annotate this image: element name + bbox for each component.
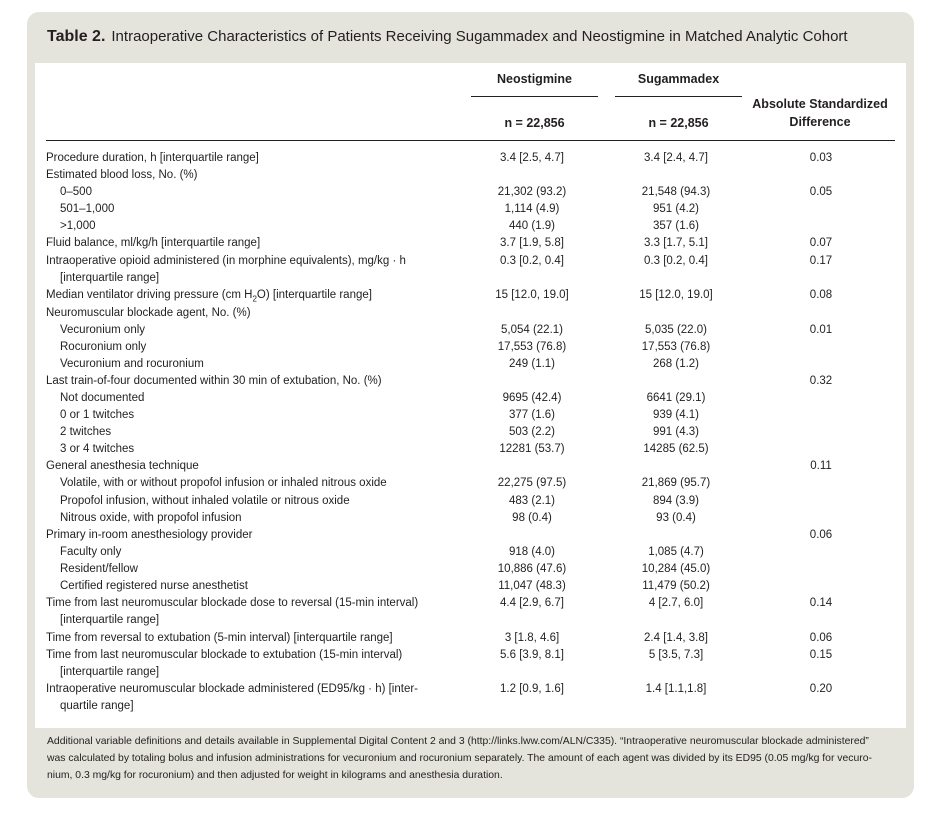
- cell-sugammadex: 4 [2.7, 6.0]: [648, 597, 704, 609]
- row-label: 0 or 1 twitches: [60, 409, 135, 421]
- table-caption: Intraoperative Characteristics of Patients Receiving Sugammadex and Neostigmine in Matched Analytic Cohort: [111, 28, 848, 45]
- table-row: [46, 698, 906, 715]
- cell-sugammadex: 10,284 (45.0): [641, 563, 711, 575]
- cell-sugammadex: 951 (4.2): [652, 203, 700, 215]
- cell-neostigmine: 15 [12.0, 19.0]: [495, 289, 569, 301]
- cell-asd: 0.15: [809, 649, 833, 661]
- cell-neostigmine: 249 (1.1): [508, 358, 556, 370]
- cell-neostigmine: 503 (2.2): [508, 426, 556, 438]
- header-asd-line1: Absolute Standardized: [752, 97, 888, 111]
- cell-neostigmine: 17,553 (76.8): [497, 341, 567, 353]
- cell-asd: 0.07: [809, 237, 833, 249]
- row-label: Estimated blood loss, No. (%): [46, 169, 198, 181]
- row-label: General anesthesia technique: [46, 460, 199, 472]
- cell-sugammadex: 1,085 (4.7): [648, 546, 704, 558]
- cell-sugammadex: 357 (1.6): [652, 220, 700, 232]
- table-row: [46, 612, 906, 629]
- table-row: [46, 322, 906, 339]
- row-label: Not documented: [60, 392, 145, 404]
- row-label: 0–500: [60, 186, 92, 198]
- table-row: [46, 475, 906, 492]
- header-sugammadex-n: n = 22,856: [648, 116, 709, 130]
- table-row: [46, 218, 906, 235]
- cell-neostigmine: 3.4 [2.5, 4.7]: [500, 152, 564, 164]
- row-label: Rocuronium only: [60, 341, 147, 353]
- cell-sugammadex: 1.4 [1.1,1.8]: [645, 683, 707, 695]
- footnote-line: Additional variable definitions and details available in Supplemental Digital Content 2 and 3 (http://links.lww.com/ALN/C335). “Intraoperative neuromuscular blockade administered”: [47, 736, 869, 747]
- table-row: [46, 167, 906, 184]
- row-label: Time from last neuromuscular blockade to extubation (15-min interval): [46, 649, 403, 661]
- cell-asd: 0.14: [809, 597, 833, 609]
- cell-asd: 0.08: [809, 289, 833, 301]
- cell-neostigmine: 3 [1.8, 4.6]: [504, 632, 560, 644]
- cell-sugammadex: 15 [12.0, 19.0]: [639, 289, 713, 301]
- table-row: [46, 339, 906, 356]
- cell-neostigmine: 918 (4.0): [508, 546, 556, 558]
- table-row: [46, 235, 906, 252]
- row-label: Certified registered nurse anesthetist: [60, 580, 248, 592]
- cell-sugammadex: 17,553 (76.8): [641, 341, 711, 353]
- table-row: [46, 373, 906, 390]
- cell-neostigmine: 10,886 (47.6): [497, 563, 567, 575]
- cell-sugammadex: 894 (3.9): [652, 495, 700, 507]
- table-row: [46, 424, 906, 441]
- table-footnote: [47, 733, 900, 784]
- row-label: 2 twitches: [60, 426, 112, 438]
- cell-neostigmine: 11,047 (48.3): [498, 580, 566, 592]
- cell-asd: 0.06: [809, 632, 833, 644]
- cell-asd: 0.20: [809, 683, 833, 695]
- cell-sugammadex: 0.3 [0.2, 0.4]: [644, 255, 708, 267]
- cell-asd: 0.06: [809, 529, 833, 541]
- cell-sugammadex: 5,035 (22.0): [644, 324, 707, 336]
- cell-neostigmine: 98 (0.4): [512, 512, 552, 524]
- cell-sugammadex: 21,548 (94.3): [641, 186, 711, 198]
- header-neostigmine: Neostigmine: [496, 72, 572, 86]
- cell-neostigmine: 440 (1.9): [508, 220, 556, 232]
- row-label: >1,000: [60, 220, 96, 232]
- table-row: [46, 458, 906, 475]
- row-label: Time from reversal to extubation (5-min interval) [interquartile range]: [46, 632, 393, 644]
- row-label: 501–1,000: [60, 203, 115, 215]
- row-label: quartile range]: [60, 700, 134, 712]
- cell-sugammadex: 21,869 (95.7): [641, 477, 711, 489]
- table-row: [46, 390, 906, 407]
- row-label: Vecuronium only: [60, 324, 146, 336]
- cell-asd: 0.32: [809, 375, 833, 387]
- table-row: [46, 305, 906, 322]
- header-sugammadex-rule: [615, 96, 742, 97]
- table-label: Table 2.: [47, 28, 106, 45]
- row-label: Faculty only: [60, 546, 122, 558]
- row-label: [interquartile range]: [60, 666, 160, 678]
- row-label: Nitrous oxide, with propofol infusion: [60, 512, 242, 524]
- cell-neostigmine: 4.4 [2.9, 6.7]: [500, 597, 564, 609]
- table-row: [46, 527, 906, 544]
- footnote-line: nium, 0.3 mg/kg for rocuronium) and then adjusted for weight in kilograms and anesthesia duration.: [47, 770, 503, 781]
- row-label-post: O) [interquartile range]: [256, 289, 372, 301]
- row-label-pre: Median ventilator driving pressure (cm H: [46, 289, 253, 301]
- cell-sugammadex: 6641 (29.1): [646, 392, 706, 404]
- table-row: [46, 407, 906, 424]
- table-row: [46, 544, 906, 561]
- row-label: Procedure duration, h [interquartile range]: [46, 152, 259, 164]
- cell-neostigmine: 1,114 (4.9): [504, 203, 560, 215]
- cell-neostigmine: 12281 (53.7): [499, 443, 565, 455]
- table-row: [46, 647, 906, 664]
- table-row: [46, 356, 906, 373]
- cell-sugammadex: 5 [3.5, 7.3]: [648, 649, 704, 661]
- table-row: [46, 510, 906, 527]
- row-label: 3 or 4 twitches: [60, 443, 135, 455]
- table-title: [47, 28, 848, 46]
- cell-asd: 0.03: [809, 152, 833, 164]
- row-label: [interquartile range]: [60, 614, 160, 626]
- footnote-line: was calculated by totaling bolus and infusion administrations for vecuronium and rocuronium separately. The amount of each agent was divided by its ED95 (0.05 mg/kg for vecuro-: [47, 753, 872, 764]
- table-row: [46, 270, 906, 287]
- cell-asd: 0.11: [810, 460, 832, 472]
- cell-sugammadex: 11,479 (50.2): [642, 580, 710, 592]
- cell-sugammadex: 939 (4.1): [652, 409, 700, 421]
- cell-neostigmine: 3.7 [1.9, 5.8]: [500, 237, 564, 249]
- row-label: Neuromuscular blockade agent, No. (%): [46, 307, 251, 319]
- table-row: [46, 595, 906, 612]
- header-sugammadex: Sugammadex: [637, 72, 720, 86]
- row-label: Intraoperative neuromuscular blockade administered (ED95/kg · h) [inter-: [46, 683, 419, 695]
- table-row: [46, 201, 906, 218]
- cell-sugammadex: 14285 (62.5): [643, 443, 709, 455]
- cell-sugammadex: 991 (4.3): [652, 426, 700, 438]
- cell-neostigmine: 483 (2.1): [508, 495, 556, 507]
- header-bottom-rule: [46, 140, 895, 141]
- table-row: [46, 561, 906, 578]
- table-row: [46, 441, 906, 458]
- row-label: Resident/fellow: [60, 563, 138, 575]
- table-row: [46, 664, 906, 681]
- header-neostigmine-n: n = 22,856: [504, 116, 565, 130]
- row-label: Propofol infusion, without inhaled volatile or nitrous oxide: [60, 495, 350, 507]
- cell-neostigmine: 5.6 [3.9, 8.1]: [500, 649, 564, 661]
- header-neostigmine-rule: [471, 96, 598, 97]
- table-row: [46, 493, 906, 510]
- table-row: [46, 253, 906, 270]
- row-label: Last train-of-four documented within 30 min of extubation, No. (%): [46, 375, 382, 387]
- header-asd-line2: Difference: [789, 115, 851, 129]
- cell-sugammadex: 2.4 [1.4, 3.8]: [644, 632, 708, 644]
- cell-sugammadex: 3.3 [1.7, 5.1]: [644, 237, 708, 249]
- table-row: [46, 578, 906, 595]
- row-label: Vecuronium and rocuronium: [60, 358, 204, 370]
- cell-neostigmine: 9695 (42.4): [502, 392, 562, 404]
- cell-neostigmine: 22,275 (97.5): [497, 477, 567, 489]
- row-label: [interquartile range]: [60, 272, 160, 284]
- row-label: Primary in-room anesthesiology provider: [46, 529, 253, 541]
- row-label: Fluid balance, ml/kg/h [interquartile range]: [46, 237, 261, 249]
- cell-sugammadex: 3.4 [2.4, 4.7]: [644, 152, 708, 164]
- cell-neostigmine: 0.3 [0.2, 0.4]: [500, 255, 564, 267]
- cell-asd: 0.17: [809, 255, 833, 267]
- cell-neostigmine: 21,302 (93.2): [497, 186, 567, 198]
- table-row: [46, 287, 906, 304]
- row-label: Time from last neuromuscular blockade dose to reversal (15-min interval): [46, 597, 419, 609]
- table-row: [46, 681, 906, 698]
- cell-neostigmine: 377 (1.6): [508, 409, 556, 421]
- row-label: Volatile, with or without propofol infusion or inhaled nitrous oxide: [60, 477, 387, 489]
- cell-asd: 0.01: [809, 324, 833, 336]
- cell-sugammadex: 93 (0.4): [656, 512, 696, 524]
- cell-neostigmine: 1.2 [0.9, 1.6]: [500, 683, 564, 695]
- table-row: [46, 184, 906, 201]
- table-row: [46, 150, 906, 167]
- cell-asd: 0.05: [809, 186, 833, 198]
- row-label: Intraoperative opioid administered (in morphine equivalents), mg/kg · h: [46, 255, 406, 267]
- cell-neostigmine: 5,054 (22.1): [500, 324, 563, 336]
- row-label-sub: 2: [252, 294, 257, 304]
- cell-sugammadex: 268 (1.2): [652, 358, 700, 370]
- table-row: [46, 630, 906, 647]
